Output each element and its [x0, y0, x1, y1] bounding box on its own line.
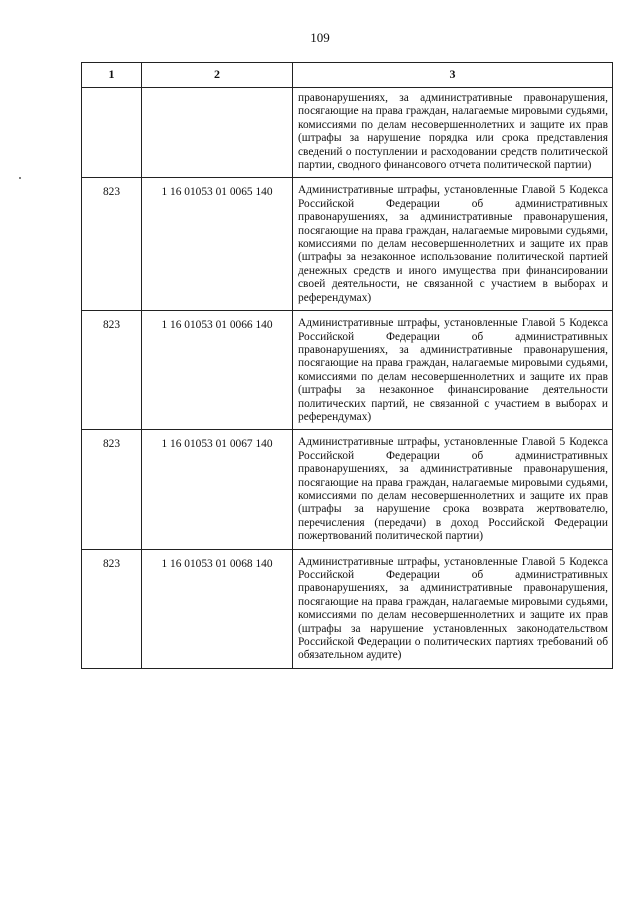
kbk-code-cell	[142, 88, 293, 178]
admin-code-cell: 823	[82, 311, 142, 430]
column-header-1: 1	[82, 63, 142, 88]
table-header-row	[82, 63, 613, 88]
column-header-2: 2	[142, 63, 293, 88]
admin-code-cell	[82, 88, 142, 178]
scan-dot-mark	[19, 177, 21, 179]
kbk-code-cell: 1 16 01053 01 0065 140	[142, 178, 293, 311]
kbk-code-cell: 1 16 01053 01 0067 140	[142, 430, 293, 549]
table-row	[82, 88, 613, 178]
table-row	[82, 549, 613, 668]
column-header-3: 3	[293, 63, 613, 88]
description-cell: Административные штрафы, установленные Главой 5 Кодекса Российской Федерации об административных правонарушениях, за административные правонарушения, посягающие на права граждан, налагаемые мировыми судьями, комиссиями по делам несовершеннолетних и защите их прав (штрафы за нарушение срока возврата жертвователю, перечисления (передачи) в доход Российской Федерации пожертвований политической партии)	[293, 430, 613, 549]
description-cell: Административные штрафы, установленные Главой 5 Кодекса Российской Федерации об административных правонарушениях, за административные правонарушения, посягающие на права граждан, налагаемые мировыми судьями, комиссиями по делам несовершеннолетних и защите их прав (штрафы за незаконное финансирование деятельности политических партий, не связанной с участием в выборах и референдумах)	[293, 311, 613, 430]
page-number: 109	[310, 30, 330, 45]
admin-code-cell: 823	[82, 430, 142, 549]
admin-code-cell: 823	[82, 549, 142, 668]
description-cell: Административные штрафы, установленные Главой 5 Кодекса Российской Федерации об административных правонарушениях, за административные правонарушения, посягающие на права граждан, налагаемые мировыми судьями, комиссиями по делам несовершеннолетних и защите их прав (штрафы за незаконное использование политической партией денежных средств и иного имущества при финансировании своей деятельности, не связанной с участием в выборах и референдумах)	[293, 178, 613, 311]
table-row	[82, 311, 613, 430]
admin-code-cell: 823	[82, 178, 142, 311]
budget-codes-table	[81, 62, 613, 669]
table-row	[82, 430, 613, 549]
description-cell: Административные штрафы, установленные Главой 5 Кодекса Российской Федерации об административных правонарушениях, за административные правонарушения, посягающие на права граждан, налагаемые мировыми судьями, комиссиями по делам несовершеннолетних и защите их прав (штрафы за нарушение установленных законодательством Российской Федерации о политических партиях требований об обязательном аудите)	[293, 549, 613, 668]
kbk-code-cell: 1 16 01053 01 0066 140	[142, 311, 293, 430]
kbk-code-cell: 1 16 01053 01 0068 140	[142, 549, 293, 668]
description-cell: правонарушениях, за административные правонарушения, посягающие на права граждан, налагаемые мировыми судьями, комиссиями по делам несовершеннолетних и защите их прав (штрафы за нарушение порядка или срока представления сведений о поступлении и расходовании средств политической партии, сводного финансового отчета политической партии)	[293, 88, 613, 178]
table-row	[82, 178, 613, 311]
